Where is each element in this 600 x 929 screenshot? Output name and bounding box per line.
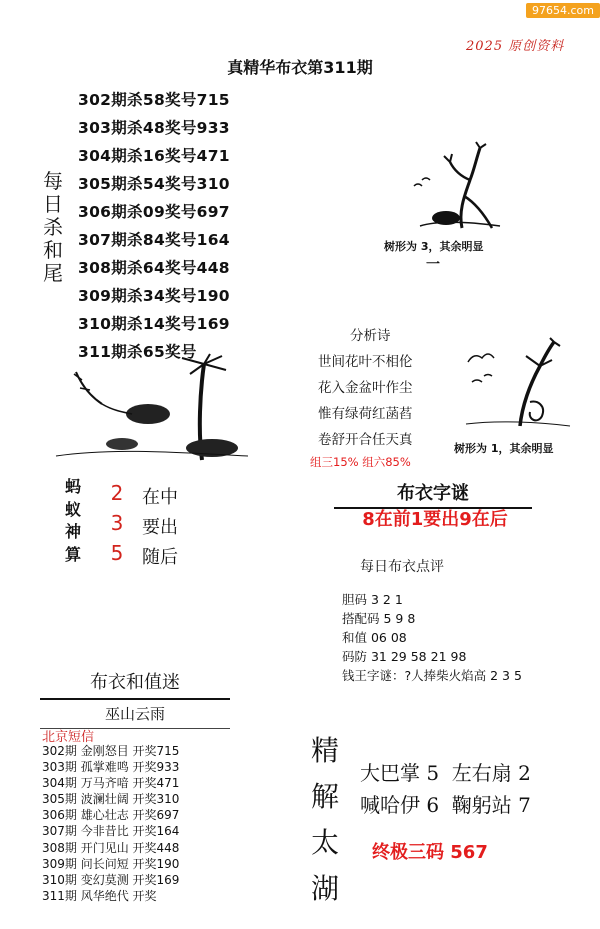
riddle-answer: 8在前1要出9在后 — [362, 509, 508, 530]
hezhi-subtitle: 巫山云雨 — [40, 703, 230, 729]
ant-number: 3 — [110, 511, 124, 535]
ant-label-char: 算 — [64, 544, 81, 564]
kill-row: 311期杀65奖号 — [78, 343, 197, 361]
kill-row: 304期杀16奖号471 — [78, 147, 230, 165]
review-heading: 每日布衣点评 — [360, 559, 444, 575]
beijing-list — [42, 743, 179, 904]
ant-text: 在中 — [142, 487, 178, 508]
ant-number: 2 — [110, 481, 124, 505]
beijing-row: 305期 波澜壮阔 开奖310 — [42, 792, 180, 807]
review-line: 搭配码 5 9 8 — [342, 611, 416, 626]
watermark: 97654.com — [526, 3, 600, 18]
tree-sketch-2 — [458, 336, 576, 432]
vertical-char: 杀 — [43, 215, 63, 239]
review-list — [342, 590, 522, 685]
kill-row: 307期杀84奖号164 — [78, 231, 230, 249]
ant-text: 要出 — [142, 517, 178, 538]
beijing-row: 309期 问长问短 开奖190 — [42, 856, 180, 871]
beijing-row: 311期 风华绝代 开奖 — [42, 888, 157, 903]
tree1-caption: 树形为 3，其余明显 — [384, 240, 484, 253]
kill-row: 303期杀48奖号933 — [78, 119, 230, 137]
beijing-row: 304期 万马齐喑 开奖471 — [42, 776, 180, 791]
review-line: 和值 06 08 — [342, 630, 407, 645]
review-line: 胆码 3 2 1 — [342, 592, 403, 607]
kill-row: 306期杀09奖号697 — [78, 203, 230, 221]
daily-kill-heading — [40, 170, 66, 285]
tree2-caption: 树形为 1，其余明显 — [454, 442, 554, 455]
jingjie-lines — [360, 757, 531, 821]
kill-row: 308期杀64奖号448 — [78, 259, 230, 277]
vertical-char: 每 — [43, 169, 63, 193]
ant-numbers — [108, 478, 126, 568]
ant-label-char: 神 — [64, 522, 81, 541]
review-line: 钱王字谜：?人捧柴火焰高 2 3 5 — [342, 668, 522, 683]
analysis-poem — [318, 323, 453, 453]
jingjie-char: 精 — [310, 734, 339, 767]
poem-line: 世间花叶不相伦 — [318, 354, 413, 370]
tree1-mark: 一 — [426, 257, 440, 273]
poem-line: 花入金盆叶作尘 — [318, 380, 413, 396]
vertical-char: 日 — [43, 192, 63, 216]
kill-row: 310期杀14奖号169 — [78, 315, 230, 333]
vertical-char: 尾 — [43, 261, 63, 285]
final-three-codes: 终极三码 567 — [372, 842, 488, 863]
poem-stat: 组三15% 组六85% — [310, 455, 411, 469]
tree-sketch-1 — [400, 140, 510, 235]
ant-label-char: 蚂 — [64, 477, 81, 496]
brand-logo: 2025 原创资料 — [466, 39, 565, 54]
page-title: 真精华布衣第311期 — [227, 58, 373, 77]
jingjie-char: 湖 — [310, 872, 339, 905]
beijing-row: 310期 变幻莫测 开奖169 — [42, 872, 180, 887]
beijing-row: 306期 雄心壮志 开奖697 — [42, 808, 180, 823]
ant-label — [62, 476, 84, 566]
kill-row: 305期杀54奖号310 — [78, 175, 230, 193]
daily-kill-list — [78, 86, 278, 366]
ant-texts — [142, 483, 178, 573]
review-line: 码防 31 29 58 21 98 — [342, 649, 467, 664]
jingjie-char: 太 — [310, 826, 339, 859]
jingjie-heading — [305, 728, 345, 912]
hezhi-heading: 布衣和值迷 — [40, 668, 230, 700]
ant-text: 随后 — [142, 547, 178, 568]
jingjie-line: 大巴掌 5 左右扇 2 — [360, 761, 531, 785]
beijing-heading: 北京短信 — [42, 730, 95, 745]
animals-sketch — [52, 352, 252, 464]
ant-number: 5 — [110, 541, 124, 565]
riddle-heading: 布衣字谜 — [334, 479, 532, 509]
kill-row: 309期杀34奖号190 — [78, 287, 230, 305]
beijing-row: 308期 开门见山 开奖448 — [42, 840, 180, 855]
beijing-row: 303期 孤掌难鸣 开奖933 — [42, 760, 180, 775]
poem-line: 卷舒开合任天真 — [318, 432, 413, 448]
poem-line: 惟有绿荷红菡萏 — [318, 406, 413, 422]
ant-label-char: 蚁 — [64, 499, 81, 519]
beijing-row: 307期 今非昔比 开奖164 — [42, 824, 180, 839]
poem-heading: 分析诗 — [350, 328, 391, 344]
kill-row: 302期杀58奖号715 — [78, 91, 230, 109]
jingjie-char: 解 — [310, 780, 339, 813]
vertical-char: 和 — [43, 238, 63, 262]
beijing-row: 302期 金刚怒目 开奖715 — [42, 744, 180, 758]
jingjie-line: 喊哈伊 6 鞠躬站 7 — [360, 793, 531, 817]
